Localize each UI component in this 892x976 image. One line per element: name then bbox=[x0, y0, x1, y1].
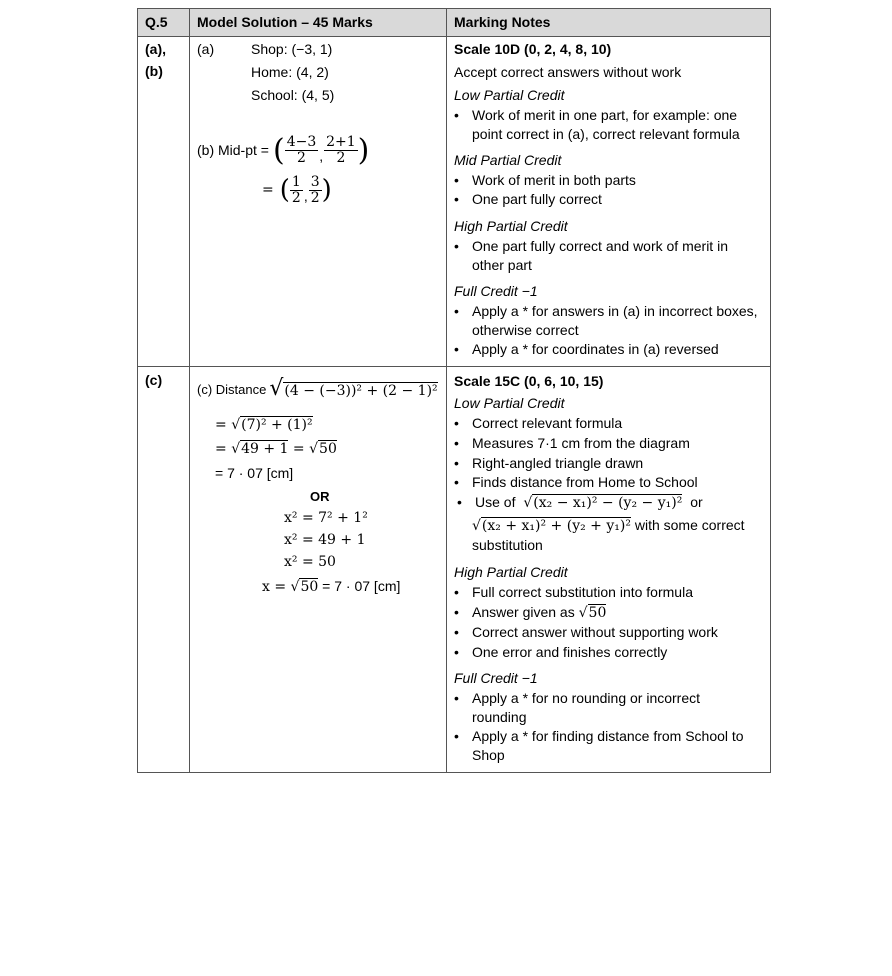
full-credit-item: • Apply a * for no rounding or incorrect bbox=[472, 690, 700, 706]
high-partial-credit-title: High Partial Credit bbox=[454, 218, 568, 234]
full-credit-title: Full Credit −1 bbox=[454, 283, 538, 299]
pythagoras-step-1: x² = 7² + 1² bbox=[284, 510, 368, 526]
fraction bbox=[309, 175, 322, 206]
open-paren: ( bbox=[272, 132, 285, 168]
part-label-c: (c) bbox=[145, 372, 163, 388]
pythagoras-result bbox=[262, 578, 400, 595]
low-partial-item-formula bbox=[475, 494, 703, 511]
radicand: (4 − (−3))² + (2 − 1)² bbox=[284, 383, 438, 399]
mid-partial-item: • Work of merit in both parts bbox=[472, 172, 636, 188]
radicand: 50 bbox=[300, 579, 319, 595]
midpoint-formula bbox=[197, 128, 369, 172]
low-partial-credit-title: Low Partial Credit bbox=[454, 395, 565, 411]
distance-result: = 7 · 07 [cm] bbox=[215, 465, 294, 481]
full-credit-item-cont: otherwise correct bbox=[472, 322, 579, 338]
low-partial-credit-title: Low Partial Credit bbox=[454, 87, 565, 103]
equals-sign: = bbox=[288, 441, 310, 457]
radicand: (x₂ − x₁)² − (y₂ − y₁)² bbox=[533, 495, 683, 511]
radicand: (x₂ + x₁)² + (y₂ + y₁)² bbox=[481, 518, 631, 534]
result-value: = 7 · 07 [cm] bbox=[318, 578, 401, 594]
table-left-border bbox=[137, 8, 138, 773]
high-partial-credit-title: High Partial Credit bbox=[454, 564, 568, 580]
fraction-numerator: 2+1 bbox=[326, 133, 356, 150]
header-model-solution: Model Solution – 45 Marks bbox=[197, 14, 373, 30]
square-root bbox=[269, 378, 437, 400]
table-top-border bbox=[137, 8, 771, 9]
part-label-a: (a), bbox=[145, 41, 166, 57]
equals-sign: = bbox=[215, 417, 227, 433]
full-credit-title: Full Credit −1 bbox=[454, 670, 538, 686]
column-divider-1 bbox=[189, 8, 190, 773]
fraction-denominator: 2 bbox=[310, 189, 320, 206]
home-coordinate: Home: (4, 2) bbox=[251, 64, 329, 80]
full-credit-item-cont: Shop bbox=[472, 747, 505, 763]
equals-sign: = bbox=[215, 441, 227, 457]
equals-sign: = bbox=[262, 182, 274, 198]
comma: , bbox=[303, 188, 308, 204]
use-of-label: Use of bbox=[475, 494, 516, 510]
comma: , bbox=[319, 148, 324, 164]
column-divider-2 bbox=[446, 8, 447, 773]
pythagoras-step-2: x² = 49 + 1 bbox=[284, 532, 366, 548]
radical-sign: √ bbox=[269, 376, 284, 401]
square-root: √50 bbox=[309, 441, 337, 457]
fraction-numerator: 3 bbox=[310, 173, 320, 190]
fraction-numerator: 4−3 bbox=[286, 133, 317, 150]
low-partial-item-formula-2 bbox=[472, 517, 745, 534]
solution-a-tag: (a) bbox=[197, 41, 215, 57]
full-credit-item-cont: rounding bbox=[472, 709, 527, 725]
high-partial-item: • Full correct substitution into formula bbox=[472, 584, 693, 600]
low-partial-item: • Work of merit in one part, for example: one bbox=[472, 107, 737, 123]
full-credit-item: • Apply a * for coordinates in (a) reversed bbox=[472, 341, 719, 357]
high-partial-item: • Correct answer without supporting work bbox=[472, 624, 718, 640]
pythagoras-step-3: x² = 50 bbox=[284, 554, 336, 570]
close-paren: ) bbox=[321, 175, 332, 205]
radicand: 49 + 1 bbox=[241, 441, 289, 457]
high-partial-item-cont: other part bbox=[472, 257, 532, 273]
square-root: √49 + 1 bbox=[231, 441, 289, 457]
distance-step-2 bbox=[215, 441, 337, 457]
full-credit-item: • Apply a * for answers in (a) in incorrect boxes, bbox=[472, 303, 758, 319]
distance-label: (c) Distance bbox=[197, 382, 267, 397]
mid-partial-credit-title: Mid Partial Credit bbox=[454, 152, 562, 168]
high-partial-item bbox=[472, 604, 606, 621]
open-paren: ( bbox=[279, 175, 290, 205]
radicand: 50 bbox=[319, 441, 337, 457]
radicand: 50 bbox=[588, 605, 607, 621]
square-root: √(x₂ − x₁)² − (y₂ − y₁)² bbox=[523, 495, 683, 511]
fraction-denominator: 2 bbox=[291, 189, 301, 206]
table-right-border bbox=[770, 8, 771, 773]
full-credit-item: • Apply a * for finding distance from School to bbox=[472, 728, 744, 744]
row-divider bbox=[137, 366, 771, 367]
fraction bbox=[324, 135, 358, 166]
header-question: Q.5 bbox=[145, 14, 168, 30]
midpoint-result bbox=[262, 170, 332, 210]
part-label-b: (b) bbox=[145, 63, 163, 79]
distance-formula bbox=[197, 378, 438, 400]
radicand: (7)² + (1)² bbox=[241, 417, 313, 433]
accept-note: Accept correct answers without work bbox=[454, 64, 682, 80]
x-equals: x = bbox=[262, 579, 287, 595]
square-root: √50 bbox=[290, 579, 319, 595]
fraction-denominator: 2 bbox=[336, 149, 346, 166]
low-partial-item: • Measures 7·1 cm from the diagram bbox=[472, 435, 690, 451]
table-bottom-border bbox=[137, 772, 771, 773]
fraction-denominator: 2 bbox=[297, 149, 306, 166]
high-partial-item: • One part fully correct and work of merit in bbox=[472, 238, 728, 254]
high-partial-item: • One error and finishes correctly bbox=[472, 644, 667, 660]
scale-15c: Scale 15C (0, 6, 10, 15) bbox=[454, 373, 604, 389]
or-word: or bbox=[690, 494, 703, 510]
low-partial-item-cont: substitution bbox=[472, 537, 543, 553]
mid-partial-item: • One part fully correct bbox=[472, 191, 602, 207]
close-paren: ) bbox=[357, 132, 370, 168]
midpoint-label: (b) Mid-pt = bbox=[197, 142, 269, 158]
note-text: Answer given as bbox=[472, 604, 575, 620]
low-partial-item: • Finds distance from Home to School bbox=[472, 474, 698, 490]
school-coordinate: School: (4, 5) bbox=[251, 87, 335, 103]
low-partial-item-cont: point correct in (a), correct relevant formula bbox=[472, 126, 740, 142]
square-root: √(7)² + (1)² bbox=[231, 417, 313, 433]
low-partial-item: • Right-angled triangle drawn bbox=[472, 455, 643, 471]
header-marking-notes: Marking Notes bbox=[454, 14, 551, 30]
scale-10d: Scale 10D (0, 2, 4, 8, 10) bbox=[454, 41, 612, 57]
header-bottom-border bbox=[137, 36, 771, 37]
note-text: with some correct bbox=[630, 517, 745, 533]
low-partial-item: • Correct relevant formula bbox=[472, 415, 622, 431]
square-root: √50 bbox=[578, 605, 607, 621]
square-root: √(x₂ + x₁)² + (y₂ + y₁)² bbox=[472, 518, 631, 534]
fraction-numerator: 1 bbox=[291, 173, 301, 190]
fraction bbox=[290, 175, 303, 206]
shop-coordinate: Shop: (−3, 1) bbox=[251, 41, 333, 57]
or-label: OR bbox=[310, 489, 330, 504]
distance-step-1 bbox=[215, 417, 313, 433]
fraction bbox=[285, 135, 319, 166]
